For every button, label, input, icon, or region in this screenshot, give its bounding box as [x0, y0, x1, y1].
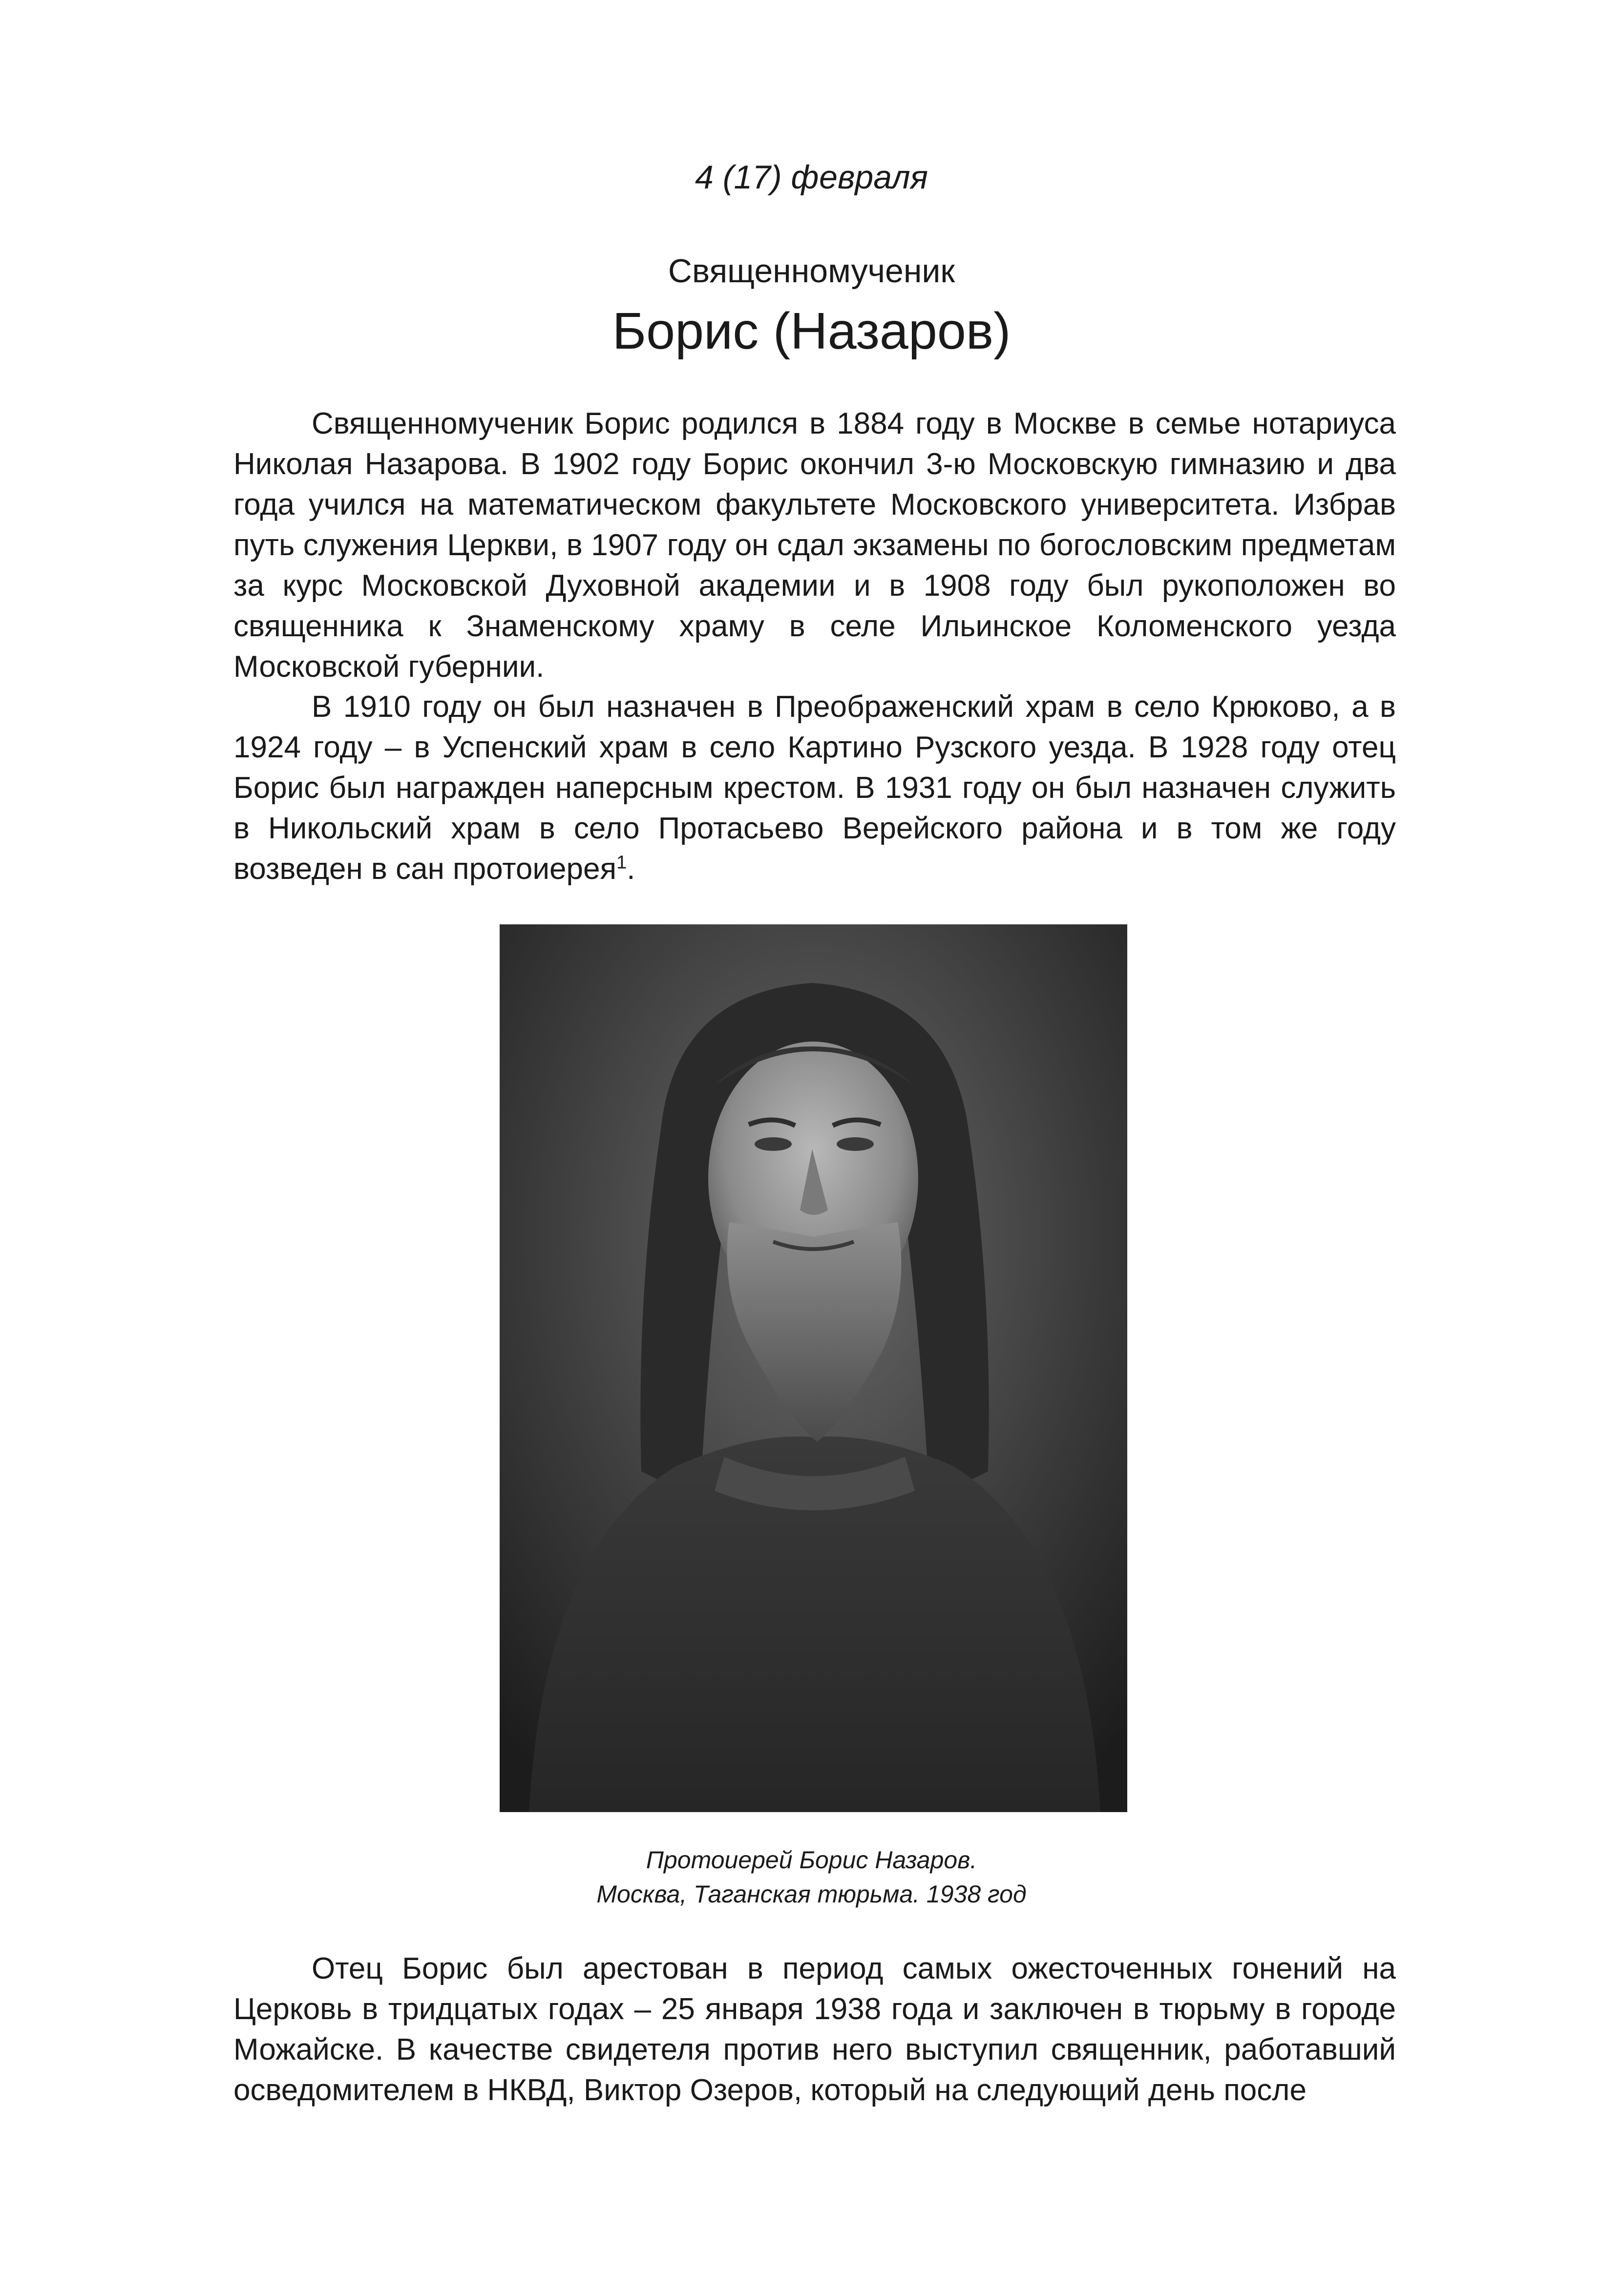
- photo-caption-line-2: Москва, Таганская тюрьма. 1938 год: [596, 1880, 1027, 1908]
- paragraph-2-end: .: [627, 852, 635, 886]
- paragraph-3: Отец Борис был арестован в период самых ожесточенных гонений на Церковь в тридцатых годах – 25 января 1938 года и заключен в тюрьму в городе Можайске. В качестве свидетеля против него выступил священник, работавший осведомителем в НКВД, Виктор Озеров, который на следующий день после: [233, 1952, 1396, 2107]
- portrait-photo: [500, 924, 1127, 1812]
- date-heading: 4 (17) февраля: [695, 159, 928, 196]
- paragraph-2: [233, 687, 1396, 889]
- footnote-marker[interactable]: 1: [616, 852, 627, 873]
- page-title: Борис (Назаров): [612, 302, 1011, 360]
- paragraph-2-text: В 1910 году он был назначен в Преображенский храм в село Крюково, а в 1924 году – в Успенский храм в село Картино Рузского уезда. В 1928 году отец Борис был награжден наперсным крестом. В 1931 году он был назначен служить в Никольский храм в село Протасьево Верейского района и в том же году возведен в сан протоиерея: [233, 690, 1396, 886]
- saint-rank-subtitle: Священномученик: [668, 252, 955, 290]
- photo-caption-line-1: Протоиерей Борис Назаров.: [646, 1846, 977, 1874]
- paragraph-1: Священномученик Борис родился в 1884 году в Москве в семье нотариуса Николая Назарова. В 1902 году Борис окончил 3-ю Московскую гимназию и два года учился на математическом факультете Московского университета. Избрав путь служения Церкви, в 1907 году он сдал экзамены по богословским предметам за курс Московской Духовной академии и в 1908 году был рукоположен во священника к Знаменскому храму в селе Ильинское Коломенского уезда Московской губернии.: [233, 407, 1396, 684]
- portrait-image: [500, 924, 1127, 1812]
